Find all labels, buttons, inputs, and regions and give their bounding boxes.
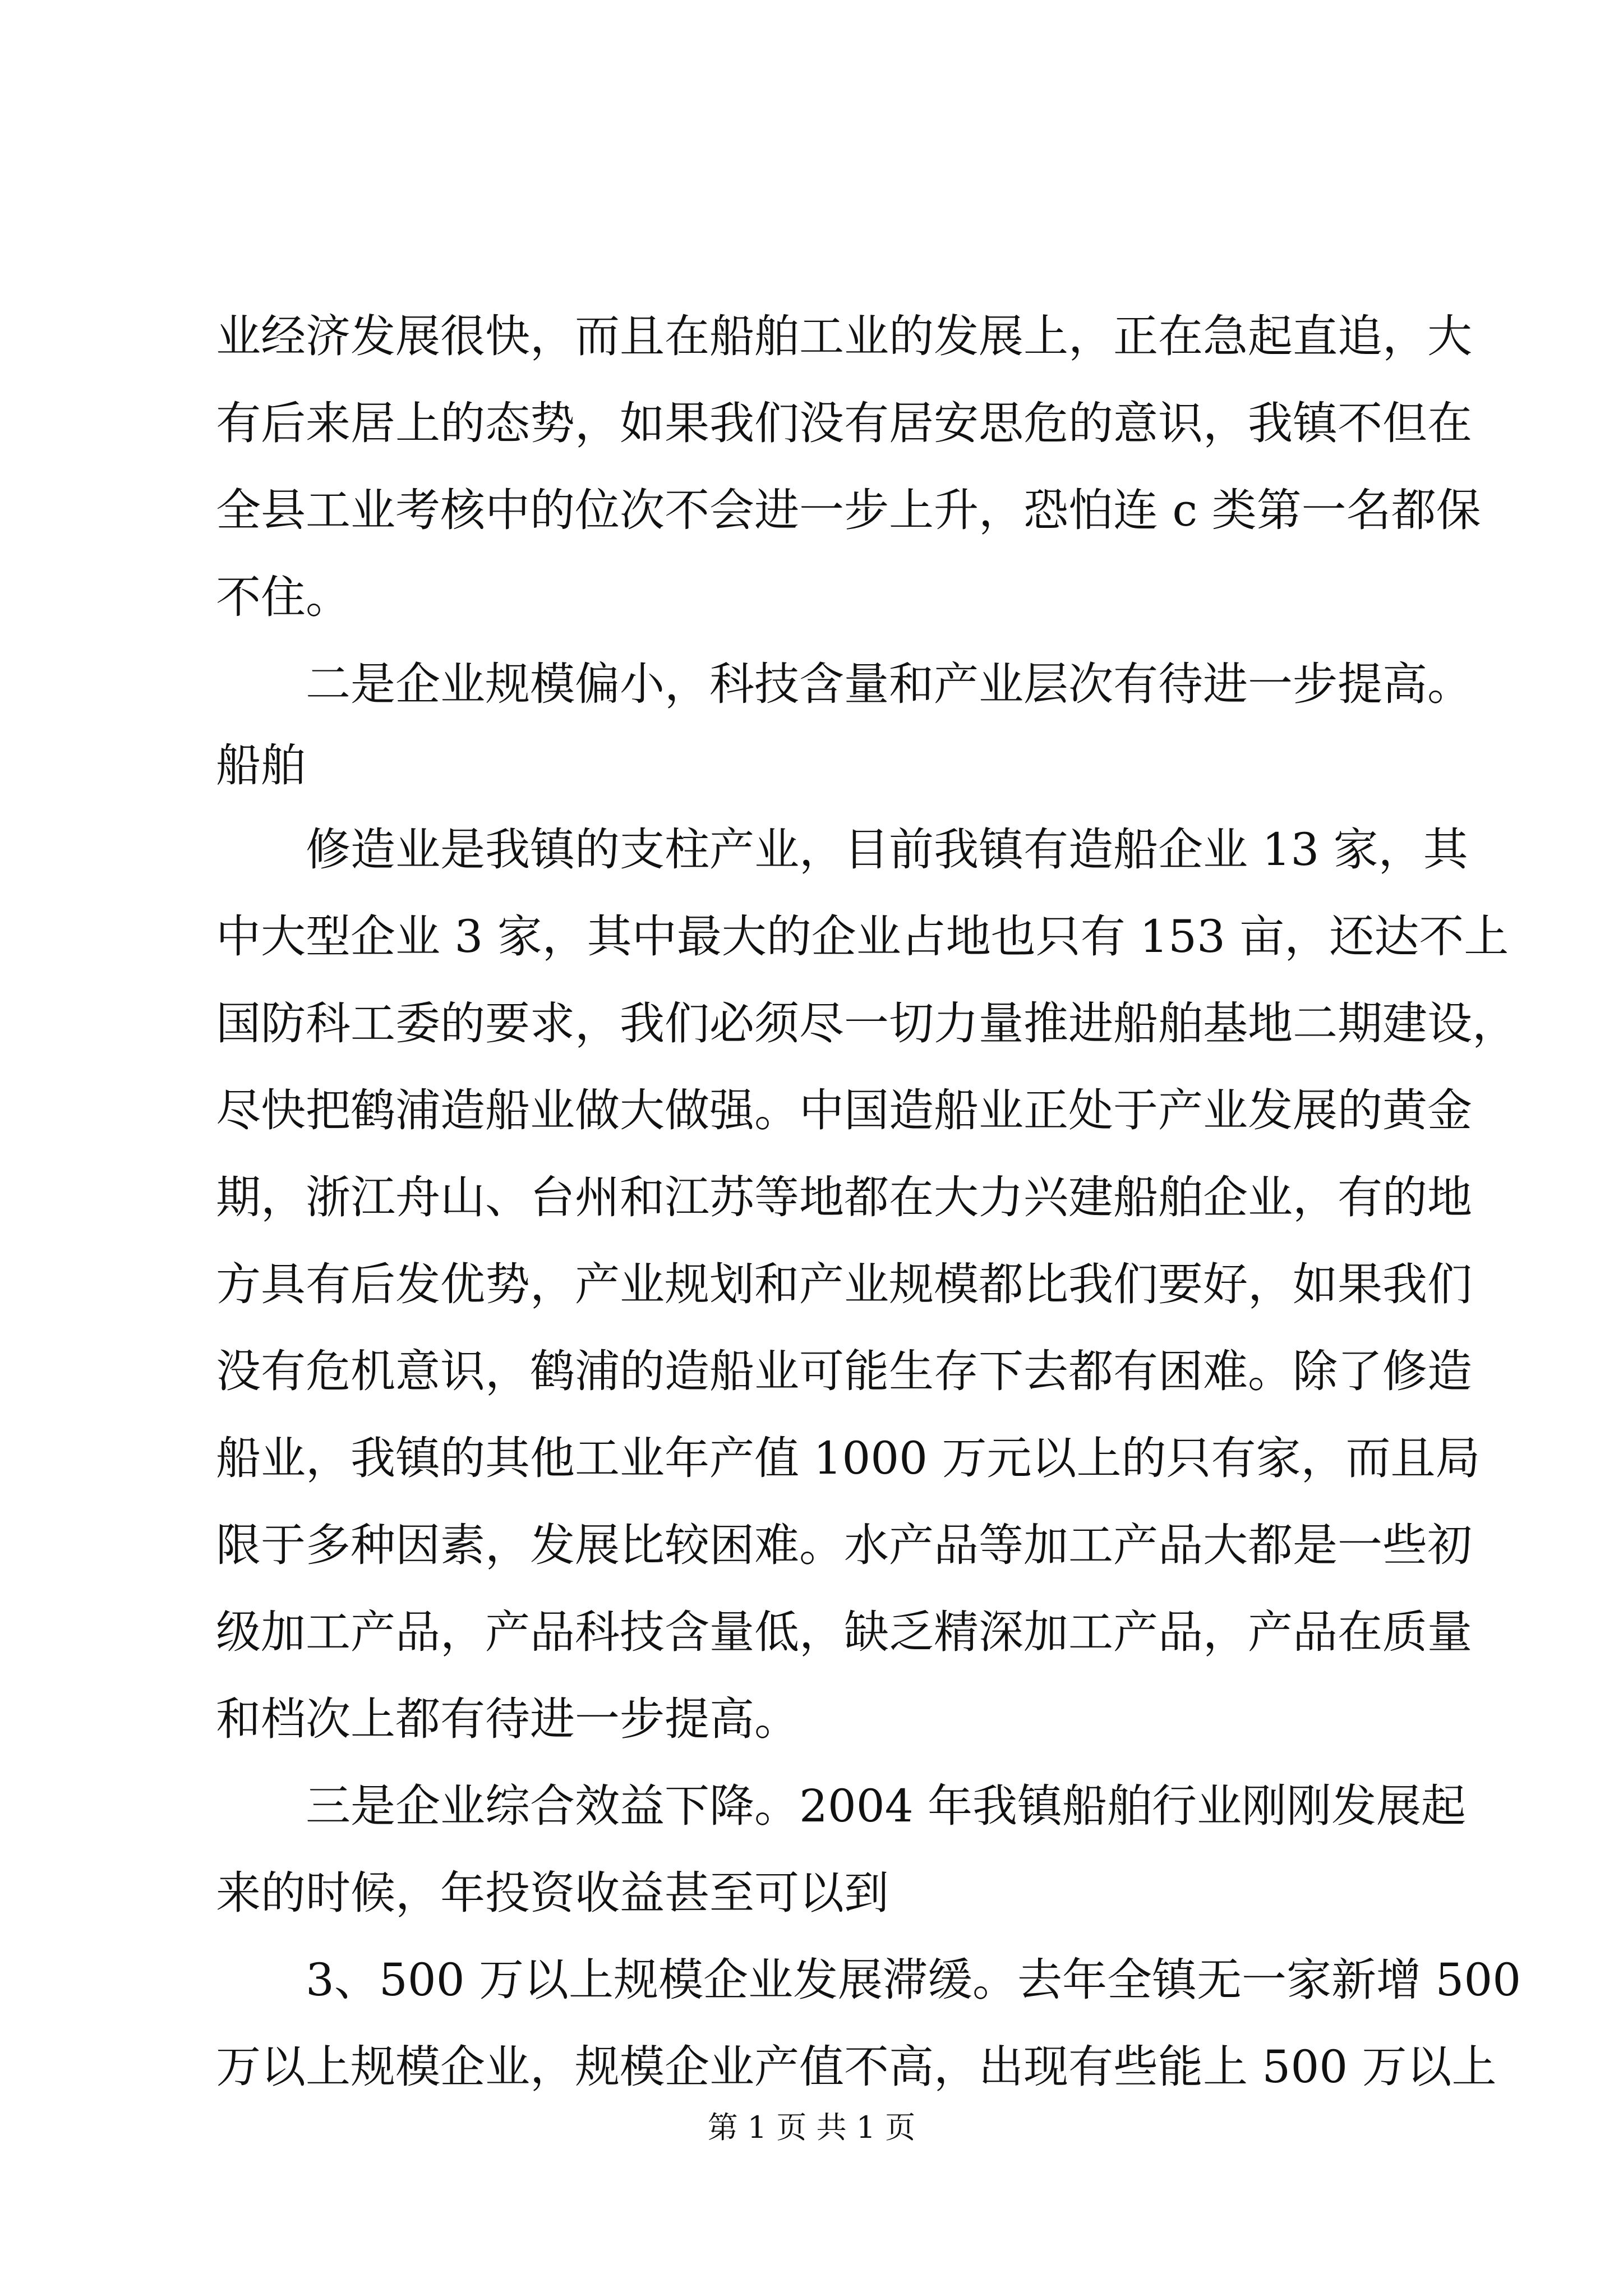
text-line: 期，浙江舟山、台州和江苏等地都在大力兴建船舶企业，有的地 — [216, 1171, 1472, 1223]
page-footer: 第 1 页 共 1 页 — [707, 2110, 916, 2145]
text-line: 三是企业综合效益下降。2004 年我镇船舶行业刚刚发展起 — [306, 1780, 1467, 1832]
text-line: 限于多种因素，发展比较困难。水产品等加工产品大都是一些初 — [216, 1519, 1472, 1571]
text-line: 级加工产品，产品科技含量低，缺乏精深加工产品，产品在质量 — [216, 1606, 1472, 1658]
text-line: 全县工业考核中的位次不会进一步上升，恐怕连 c 类第一名都保 — [216, 484, 1481, 536]
text-line: 二是企业规模偏小，科技含量和产业层次有待进一步提高。 — [306, 658, 1472, 710]
text-line: 中大型企业 3 家，其中最大的企业占地也只有 153 亩，还达不上 — [216, 910, 1509, 963]
text-line: 有后来居上的态势，如果我们没有居安思危的意识，我镇不但在 — [216, 397, 1472, 449]
text-line: 尽快把鹤浦造船业做大做强。中国造船业正处于产业发展的黄金 — [216, 1084, 1472, 1137]
text-line: 船舶 — [216, 739, 306, 792]
text-line: 船业，我镇的其他工业年产值 1000 万元以上的只有家，而且局 — [216, 1432, 1481, 1484]
text-line: 业经济发展很快，而且在船舶工业的发展上，正在急起直追，大 — [216, 310, 1472, 362]
text-line: 和档次上都有待进一步提高。 — [216, 1693, 799, 1745]
text-line: 修造业是我镇的支柱产业，目前我镇有造船企业 13 家，其 — [306, 823, 1468, 876]
text-line: 不住。 — [216, 571, 351, 623]
text-line: 3、500 万以上规模企业发展滞缓。去年全镇无一家新增 500 — [306, 1954, 1521, 2006]
text-line: 万以上规模企业，规模企业产值不高，出现有些能上 500 万以上 — [216, 2041, 1497, 2093]
text-line: 没有危机意识，鹤浦的造船业可能生存下去都有困难。除了修造 — [216, 1345, 1472, 1397]
text-line: 国防科工委的要求，我们必须尽一切力量推进船舶基地二期建设， — [216, 997, 1517, 1050]
text-line: 方具有后发优势，产业规划和产业规模都比我们要好，如果我们 — [216, 1258, 1472, 1310]
text-line: 来的时候，年投资收益甚至可以到 — [216, 1867, 889, 1919]
